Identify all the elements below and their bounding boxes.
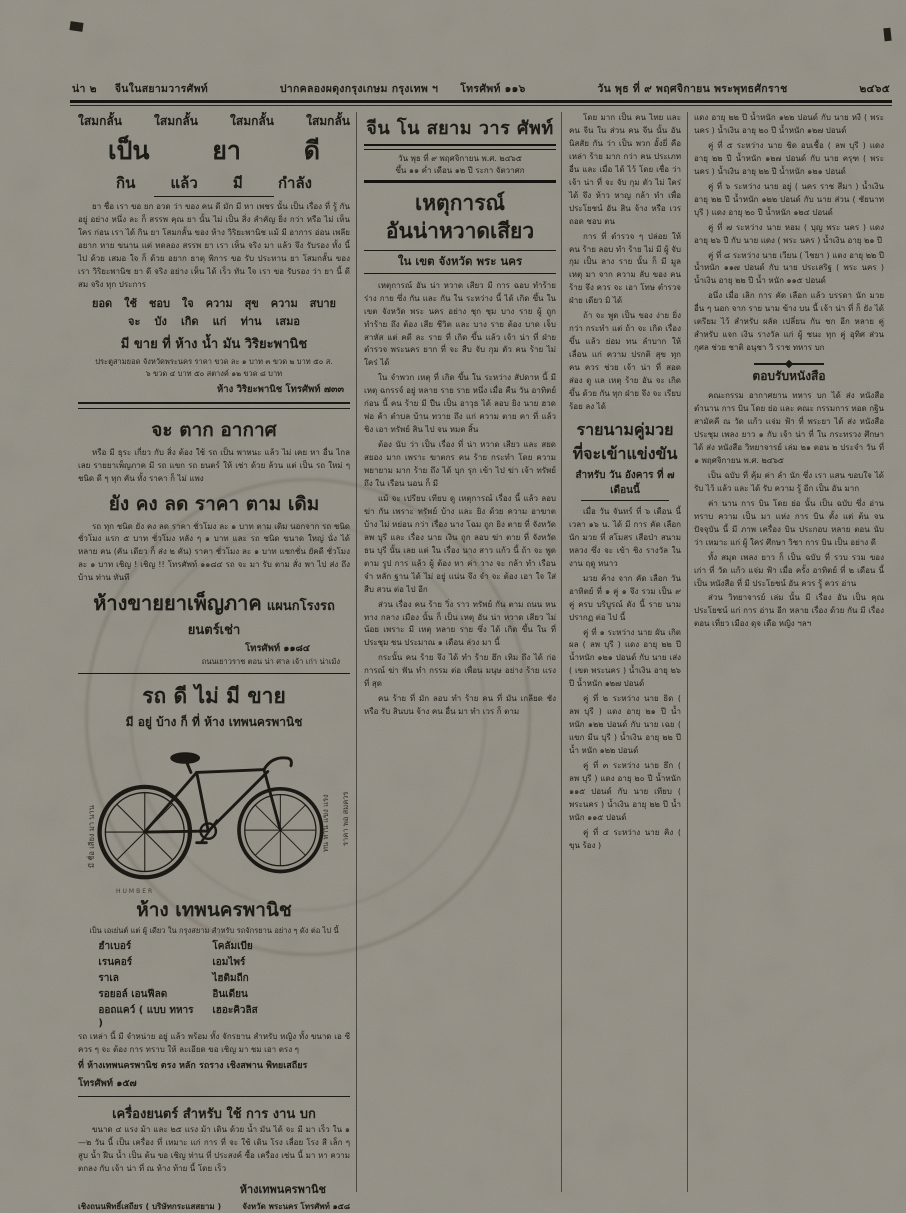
bicycle-ad-intro: เป็น เอเย่นต์ แต่ ผู้ เดียว ใน กรุงสยาม สำหรับ รถจักรยาน อย่าง ๆ ดัง ต่อ ไป นี้ <box>89 926 339 936</box>
page-header <box>72 80 890 97</box>
column-1-ads <box>78 112 350 1211</box>
crime-paragraph: แม้ จะ เปรียบ เทียบ ดู เหตุการณ์ เรื่อง นี้ แล้ว ลอบ ฆ่า กัน เพราะ ทรัพย์ บ้าง และ ยิง ด้วย ความ อาฆาต บ้าง ไม่ หย่อน กว่า เรื่อง นาง โฉม ถูก ยิง ตาย ที่ จังหวัด ลพ บุรี และ เรื่อง นาย เงิน ถูก ลอบ ฆ่า ตาย ที่ จังหวัด ธน บุรี นั้น เลย แต่ ใน เรื่อง นาง สาว แก้ว นี้ ถ้า จะ พูด ตาม รูป การ แล้ว ผู้ ต้อง หา ค่า วาง จะ กล้า ทำ เรือน จำ หลัก ฐาน ได้ ไม่ อยู่ แน่น จึง จำ จะ ต้อง เอา ใจ ใส่ สืบ สวน ต่อ ไป อีก <box>364 493 556 594</box>
bicycle-ad-body-2: ที่ ห้างเทพนครพานิช ตรง หลัก รถราง เชิงสพาน พิทยเสถียร <box>78 1061 308 1072</box>
section-rule <box>78 1096 350 1097</box>
brand-name: ราเล <box>98 973 119 985</box>
section-ornament <box>754 363 824 365</box>
books-paragraph: เป็น ฉบับ ที่ คุ้ม ค่า ลำ นัก ซึ่ง เรา แสน ขอบใจ ได้ รับ ไว้ แล้ว และ ได้ รับ ความ รู้ อีก เป็น อัน มาก <box>694 470 884 493</box>
bicycle-ad-phone: โทรศัพท์ ๑๕๗ <box>78 1077 137 1089</box>
page-number: น่า ๒ <box>72 83 97 95</box>
car-ad-headline-1: จะ ตาก อากาศ <box>151 418 277 441</box>
boxing-headline-line-1: รายนามคู่มวย <box>576 419 674 439</box>
books-paragraph: ส่วน วิทยาจารย์ เล่ม นั้น มี เรื่อง อัน เป็น คุณ ประโยชน์ แก่ การ อ่าน อีก หลาย เรื่อง ด้วย กัน มี เรื่อง ตอน เที่ยว เมือง ดุจ เดือ หญิง ฯลฯ <box>694 593 884 629</box>
bicycle-ad-headline: รถ ดี ไม่ มี ขาย <box>142 684 286 709</box>
car-ad-headline-2: ยัง คง ลด ราคา ตาม เดิม <box>108 492 320 515</box>
ink-mark <box>69 21 83 32</box>
crime-headline-line-1: เหตุการณ์ <box>415 191 505 215</box>
column-4-news <box>694 112 884 1194</box>
engine-ad-address: เชิงถนนพิทธิ์เสถียร ( บริษัทกระแสสยาม ) <box>78 1201 222 1211</box>
column-divider <box>356 112 357 1192</box>
bicycle-ad-body-1: รถ เหล่า นี้ มี จำหน่าย อยู่ แล้ว พร้อม ทั้ง จักรยาน สำหรับ หญิง ทั้ง ขนาด เอ ซี ควร ๆ จะ ต้อง การ ทราบ ให้ ละเอียด ขอ เชิญ มา ชม เอา ตรง ๆ <box>78 1032 350 1055</box>
issue-year: ๒๔๖๕ <box>859 83 890 95</box>
engine-ad-body: ขนาด ๔ แรง ม้า และ ๒๕ แรง ม้า เดิน ด้วย น้ำ มัน ได้ จะ มี มา เร็ว ใน ๑—๒ วัน นี้ เป็น เครื่อง ที่ เหมาะ แก่ การ ที่ จะ ใช้ เดิน โรง เลื่อย โรง สี เล็ก ๆ สูบ น้ำ ฝืน น้ำ เป็น ต้น ขอ เชิญ ท่าน ที่ ประสงค์ ซื้อ เครื่อง เช่น นี้ มา หา ความ ตกลง กับ เจ้า น่า ที่ ณ ห้าง ท้าย นี้ โดย เร็ว <box>78 1124 350 1173</box>
masthead-date-line-2: ขึ้น ๑๑ ค่ำ เดือน ๑๒ ปี ระกา จัตวาศก <box>395 166 525 175</box>
brand-name: เฮอะคิวลิส <box>212 1005 258 1017</box>
bicycle-illustration <box>78 734 350 895</box>
crime-continuation-paragraph: การ ที่ ตำรวจ ๆ ปล่อย ให้ คน ร้าย ลอบ ทำ ร้าย ไม่ มี ผู้ จับ กุม เป็น ลาง ราย นั้น ก็ มี มูล เหตุ มา จาก ความ ลับ ของ คน ร้าย จึง ควร จะ เอา โทษ ตำรวจ ฝ่าย เดียว มิ ได้ <box>569 231 681 306</box>
brand-row <box>98 939 329 954</box>
car-ad-shop-line <box>78 587 350 640</box>
boxing-headline <box>569 418 681 466</box>
boxing-subhead: สำหรับ วัน อังคาร ที่ ๗ เดือนนี้ <box>575 469 675 496</box>
brand-row <box>98 987 329 1002</box>
header-rule-heavy <box>70 100 892 103</box>
car-rental-ad <box>78 415 350 669</box>
bicycle-ad-side-note: ทน ทาน แขง แรง <box>321 794 330 853</box>
medicine-benefit-1: ยอด ใช้ ชอบ ใจ ความ สุข ความ สบาย <box>92 296 336 310</box>
car-ad-shop-name: ห้างขายยาเพ็ญภาค <box>93 591 262 616</box>
boxing-pair-entry: คู่ ที่ ๑ ระหว่าง นาย ผัน เกิด ผล ( ลพ บุรี ) แดง อายุ ๒๒ ปี น้ำหนัก ๑๒๑ ปอนด์ กับ นาย เส่ง ( เขต พระนคร ) น้ำเงิน อายุ ๒๖ ปี น้ำหนัก ๑๒๗ ปอนด์ <box>569 627 681 689</box>
boxing-paragraph: มวย ค้าง จาก คัด เลือก วัน อาทิตย์ ที่ ๑ คู่ ๑ จึง รวม เป็น ๙ คู่ ครบ บริบูรณ์ ดัง นี้ ราย นาม ปรากฏ ต่อ ไป นี้ <box>569 573 681 622</box>
books-paragraph: ทั้ง สมุด เพลง ยาว ก็ เป็น ฉบับ ที่ รวบ รวม ของ เก่า ที่ วัด แก้ว แจ่ม ฟ้า เมื่อ ครั้ง อาทิตย์ ที่ ๒ เดือน นี้ เป็น หนังสือ ที่ มี ประโยชน์ อัน ควร รู้ ควร อ่าน <box>694 552 884 588</box>
bicycle-ad-side-note: มี ชื่อ เสียง มา นาน <box>87 805 96 869</box>
boxing-pair-entry: คู่ ที่ ๒ ระหว่าง นาย ธิด ( ลพ บุรี ) แดง อายุ ๒๑ ปี น้ำ หนัก ๑๒๒ ปอนด์ กับ นาย เฉย ( แขก มีน บุรี ) น้ำเงิน อายุ ๒๒ ปี น้ำ หนัก ๑๒๒ ปอนด์ <box>569 694 681 756</box>
column-3-news <box>569 112 681 1194</box>
medicine-ad <box>78 112 350 397</box>
paper-phone: โทรศัพท์ ๑๑๖ <box>460 83 526 95</box>
brand-name: เรนคอร์ <box>98 957 133 969</box>
crime-paragraph: กระนั้น คน ร้าย จึง ได้ ทำ ร้าย ฮึก เหิม ถึง ได้ ก่อ การณ์ ฆ่า ฟัน ทำ กรรม ต่อ เพื่อน มนุษ อย่าง ร้าย แรง ที่ สุด <box>364 653 556 689</box>
bicycle-brand-caption: HUMBER <box>116 888 155 896</box>
books-paragraph: คณะกรรม อากาศยาน ทหาร บก ได้ ส่ง หนังสือ ตำนาน การ บิน โดย ย่อ และ คณะ กรรมการ ทอด กฐิน สามัคคี ณ วัด แก้ว แจ่ม ฟ้า ที่ พระยา ได้ ส่ง หนังสือ ประชุม เพลง ยาว ๑ กับ เจ้า น่า ที่ ใน กระทรวง ศึกษา ได้ ส่ง หนังสือ วิทยาจารย์ เล่ม ๒๑ ตอน ๒ ประจำ วัน ที่ ๑ พฤศจิกายน พ.ศ. ๒๔๖๕ <box>694 391 884 465</box>
masthead <box>364 113 556 183</box>
car-ad-body-1: หรือ มี ธุระ เกี่ยว กับ สิ่ง ต้อง ใช้ รถ เป็น พาหนะ แล้ว ไม่ เคย หา อื่น ไกล เลย รายยาเพ็ญภาค มี รถ แขก รถ ยนตร์ ให้ เช่า ด้วย ล้วน แต่ เป็น รถ ใหม่ ๆ ชนิด ดี ๆ ทุก คัน ทั้ง ราคา ก็ ไม่ แพง <box>78 447 350 483</box>
brand-row <box>98 1003 329 1029</box>
masthead-rule <box>364 144 556 150</box>
medicine-sold-at: มี ขาย ที่ ห้าง น้ำ มัน วิริยะพานิช <box>120 336 308 352</box>
boxing-pair-entry: คู่ ที่ ๓ ระหว่าง นาย ธึก ( ลพ บุรี ) แดง อายุ ๒๐ ปี น้ำหนัก ๑๑๕ ปอนด์ กับ นาย เทียบ ( พระนคร ) น้ำเงิน อายุ ๒๒ ปี น้ำหนัก ๑๑๕ ปอนด์ <box>569 761 681 822</box>
bicycle-brand-list <box>98 939 329 1029</box>
crime-paragraph: ส่วน เรื่อง คน ร้าย วิ่ง ราว ทรัพย์ กัน ตาม ถนน หน ทาง กลาง เมือง นั้น ก็ เป็น เหตุ อัน น่า หวาด เสียว ไม่ น้อย เพราะ มี เหตุ หลาย ราย ซึ่ง ได้ เกิด ขึ้น ใน ที่ ประชุม ชน ประมาณ ๑ เดือน ล่วง มา นี้ <box>364 599 556 648</box>
boxing-closing-paragraph: อนึ่ง เมื่อ เลิก การ คัด เลือก แล้ว บรรดา นัก มวย อื่น ๆ นอก จาก ราย นาม ข้าง บน นี้ เจ้า น่า ที่ ก็ ยัง ได้ เตรียม ไว้ สำหรับ ผลัด เปลี่ยน กัน ชก อีก หลาย คู่ สำหรับ แจก เงิน รางวัล แก่ ผู้ ชนะ ทุก คู่ อุทิศ ส่วน กุศล ช่วย ชาติ อนุชา วิ ราช ทหาร บก <box>694 291 884 353</box>
boxing-headline-line-2: ที่จะเข้าแข่งขัน <box>572 443 678 463</box>
brand-name: ฮำเบอร์ <box>98 941 132 953</box>
section-rule <box>78 402 350 409</box>
car-ad-body-2: รถ ทุก ชนิด ยัง คง ลด ราคา ชั่วโมง ละ ๑ บาท ตาม เดิม นอกจาก รถ ชนิด ชั่วโมง แรก ๕ บาท ชั่วโมง หลัง ๆ ๑ บาท และ รถ ชนิด ขนาด ใหญ่ นั่ง ได้ หลาย คน (คัน เดียว ก็ ส่ง ๒ คัน) ราคา ชั่วโมง ละ ๑ บาท แชกชั่น ยัคดี ชั่วโมง ละ ๑ บาท เชิญ ! เชิญ !! โทรศัพท์ ๑๑๘๔ รถ จะ มา รับ ตาม สั่ง พา ไป ส่ง ถึง บ้าน ท่าน ทันที <box>78 521 350 583</box>
ink-mark <box>883 28 891 42</box>
divider-rule <box>154 196 274 197</box>
car-ad-phone: โทรศัพท์ ๑๑๘๔ <box>245 643 310 655</box>
medicine-headline: เป็น ยา ดี <box>108 136 320 165</box>
crime-continuation-paragraph: ถ้า จะ พูด เป็น ของ ง่าย ยิ่ง กว่า กระทำ แต่ ถ้า จะ เกิด เรื่อง ขึ้น แล้ว ย่อม ทน ลำบาก ให้ เลื่อน แก่ ความ ปรกติ สุข ทุก คน ควร ช่วย เจ้า น่า ที่ สอด ส่อง ดู แล เหตุ ร้าย อัน จะ เกิด ขึ้น ด้วย กัน ทุก ฝ่าย จึง จะ เรียบ ร้อย ลง ได้ <box>569 311 681 411</box>
column-2-news <box>364 112 556 1194</box>
header-rule-thin <box>70 105 892 106</box>
brand-name: ไฮติมถีก <box>212 973 249 985</box>
boxing-pair-entry: คู่ ที่ ๖ ระหว่าง นาย อยู่ ( นคร ราช สีมา ) น้ำเงิน อายุ ๒๒ ปี น้ำหนัก ๑๒๒ ปอนด์ กับ นาย ส่วน ( ชัยนาท บุรี ) แดง อายุ ๒๐ ปี น้ำหนัก ๑๒๔ ปอนด์ <box>694 181 884 217</box>
section-rule <box>78 673 350 674</box>
crime-headline-line-2: อันน่าหวาดเสียว <box>385 219 535 244</box>
crime-paragraph: ใน จำพวก เหตุ ที่ เกิด ขึ้น ใน ระหว่าง สัปดาห นี้ มี เหตุ ฉกรรจ์ อยู่ หลาย ราย ราย หนึ่ง เมื่อ คืน วัน อาทิตย์ ก่อน นี้ คน ร้าย มี ปืน เป็น อาวุธ ได้ ลอบ ยิง นาย ฮวด พ่อ ค้า ตำบล บ้าน ทวาย ถึง แก่ ความ ตาย คา ที่ แล้ว ชิง เอา ทรัพย์ สิน ไป จน หมด สิ้น <box>364 373 556 435</box>
brand-name: โคลัมเบีย <box>212 941 253 953</box>
brand-name: รอยอล์ เอนฟีลด <box>98 989 168 1001</box>
brand-name: เอมไพร์ <box>212 957 246 969</box>
paper-address: ปากคลองผดุงกรุงเกษม กรุงเทพ ฯ <box>279 83 439 95</box>
medicine-body: ยา ชื่อ เรา ขอ ยก อวด ว่า ของ คน ดี มัก มี หา เพชร นั้น เป็น เรื่อง ที่ รู้ กัน อยู่ อย่าง หนึ่ง ละ ก็ สรรพ คุณ ยา นั้น ไม่ เป็น สิ่ง สำคัญ ยิ่ง กว่า หรือ ไม่ เห็น ใคร ก่อน เรา ได้ กิน ยา โสมกลั้น ของ ห้าง วิริยะพานิช แม้ มี อาการ อ่อน เพลีย อยาก หาย ขนาน แต่ ทดลอง สรรพ ยา เรา เห็น จริง มา แล้ว จึง รับรอง ทั้ง นี้ ไป ด้วย เสมอ ใจ ก็ ด้วย อยาก ธาตุ พิการ ขอ รับ ประทาน ยา โสมกลั้น ของ เรา วิริยะพานิช ยา ดี จริง อย่าง เห็น ได้ เร็ว ทัน ใจ เรา ขอ รับรอง ว่า ยา นี้ ดี สม จริง ทุก ประการ <box>78 202 350 289</box>
boxing-subhead-rule <box>581 500 669 501</box>
bicycle-ad-side-note: ราคา พอ สมควร <box>341 791 350 847</box>
car-ad-address: ถนนเยาวราช ตอน น่า ศาล เจ้า เก่า น่าเม้ง <box>201 657 340 667</box>
car-ad-shop-dept: แผนกโรงรถยนตร์เช่า <box>187 599 335 639</box>
books-paragraph: ค่า นาน การ บิน โดย ย่อ นั้น เป็น ฉบับ ซึ่ง อ่าน ทราบ ความ เป็น มา แห่ง การ บิน ตั้ง แต่ ต้น จน ปัจจุบัน นี้ มี ภาพ เครื่อง บิน ประกอบ หลาย ตอน นับ ว่า เหมาะ แก่ ผู้ ใคร่ ศึกษา วิชา การ บิน เป็น อย่าง ดี <box>694 498 884 547</box>
bicycle-shop-name: ห้าง เทพนครพานิช <box>136 899 292 922</box>
medicine-signature: ห้าง วิริยะพานิช โทรศัพท์ ๗๓๓ <box>217 383 344 395</box>
medicine-price-2: ๖ ขวด ๔ บาท ๕๐ สตางค์ ๑๒ ขวด ๘ บาท <box>145 368 283 378</box>
brand-name: ออถแคว์ ( แบบ ทหาร ) <box>98 1005 194 1030</box>
medicine-brand-row: ใสมกลั้น ใสมกลั้น ใสมกลั้น ใสมกลั้น <box>78 114 350 128</box>
crime-paragraph: คน ร้าย ที่ มัก ลอบ ทำ ร้าย คน ที่ มัน เกลียด ชัง หรือ รับ สินบน จ้าง คน อื่น มา ทำ เวร ก็ ตาม <box>364 694 556 717</box>
issue-date: วัน พุธ ที่ ๙ พฤศจิกายน พระพุทธศักราช <box>597 83 788 95</box>
engine-ad-signature: ห้างเทพนครพานิช <box>239 1182 326 1196</box>
engine-ad-headline: เครื่องยนตร์ สำหรับ ใช้ การ งาน บก <box>112 1106 316 1122</box>
medicine-subhead: กิน แล้ว มี กำลัง <box>116 174 312 192</box>
engine-ad-footer <box>78 1200 350 1213</box>
bicycle-ad-subhead: มี อยู่ บ้าง ก็ ที่ ห้าง เทพนครพานิช <box>125 715 303 730</box>
medicine-benefit-2: จะ บัง เกิด แก่ ท่าน เสมอ <box>128 314 300 328</box>
crime-headline <box>364 189 556 246</box>
masthead-title: จีน โน สยาม วาร ศัพท์ <box>366 118 554 139</box>
crime-continuation-paragraph: โดย มาก เป็น คน ไทย และ คน จีน ใน ส่วน คน จีน นั้น อัน นิสสัย กัน ว่า เป็น พวก อั้งยี่ คือ เหล่า ร้าย มาก กว่า คน ประเภท อื่น และ เมื่อ ได้ ไว้ โดย เชื่อ ว่า เจ้า น่า ที่ จะ จับ กุม ตัว ไม่ ใคร่ ได้ จึง ห้าว หาญ กล้า ทำ เพื่อ ประโยชน์ อัน สิน จ้าง หรือ เวร ถอด ชอบ ตน <box>569 113 681 226</box>
bicycle-drawing <box>89 734 339 884</box>
crime-paragraph: ต้อง นับ ว่า เป็น เรื่อง ที่ น่า หวาด เสียว และ สยด สยอง มาก เพราะ ฆาตกร คน ร้าย กระทำ โดย ความ พยายาม มาก ร้าย ถึง ได้ บุก รุก เข้า ไป ฆ่า เจ้า ทรัพย์ ถึง ใน เรือน นอน ก็ มี <box>364 440 556 488</box>
paper-name: จีนในสยามวารศัพท์ <box>114 83 209 95</box>
boxing-paragraph: เมื่อ วัน จันทร์ ที่ ๖ เดือน นี้ เวลา ๑๖ น. ได้ มี การ คัด เลือก นัก มวย ที่ สโมสร เสือป่า สนาม หลวง ซึ่ง จะ เข้า ชิง รางวัล ใน งาน ฤดู หนาว <box>569 506 681 568</box>
column-divider <box>687 112 688 1192</box>
masthead-date-line-1: วัน พุธ ที่ ๙ พฤศจิกายน พ.ศ. ๒๔๖๕ <box>398 154 522 163</box>
crime-subhead: ใน เขต จังหวัด พระ นคร <box>364 250 556 274</box>
brand-row <box>98 971 329 986</box>
books-section-title: ตอบรับหนังสือ <box>752 369 826 384</box>
brand-row <box>98 955 329 970</box>
crime-paragraph: เหตุการณ์ อัน น่า หวาด เสียว มี การ ฉอบ ทำร้าย ร่าง กาย ซึ่ง กัน และ กัน ใน ระหว่าง นี้ ได้ เกิด ขึ้น ใน เขต จังหวัด พระ นคร อย่าง ชุก ชุม บาง ราย ผู้ ถูก ทำร้าย ถึง ต้อง เสีย ชีวิต และ บาง ราย ต้อง บาด เจ็บ สาหัส แต่ คดี ละ ราย ที่ เกิด ขึ้น แล้ว เจ้า น่า ที่ ฝ่าย ตำรวจ พระนคร ยาก ที่ จะ สืบ จับ กุม ตัว คน ร้าย ไม่ ใคร่ ได้ <box>364 280 556 368</box>
boxing-pair-entry: แดง อายุ ๒๒ ปี น้ำหนัก ๑๒๒ ปอนด์ กับ นาย หงี ( พระ นคร ) น้ำเงิน อายุ ๒๐ ปี น้ำหนัก ๑๒๗ ปอนด์ <box>694 113 884 135</box>
engine-ad <box>78 1103 350 1213</box>
engine-ad-phone: จังหวัด พระนคร โทรศัพท์ ๑๕๘ <box>242 1201 350 1211</box>
boxing-pair-entry: คู่ ที่ ๔ ระหว่าง นาย คิง ( ขุน ร้อง ) <box>569 827 681 850</box>
boxing-pair-entry: คู่ ที่ ๘ ระหว่าง นาย เวียน ( ไชยา ) แดง อายุ ๒๒ ปี น้ำหนัก ๑๑๗ ปอนด์ กับ นาย ประเสริฐ ( พระ นคร ) น้ำเงิน อายุ ๒๒ ปี น้ำ หนัก ๑๑๕ ปอนด์ <box>694 250 884 286</box>
brand-name: อินเดียน <box>212 989 248 1001</box>
boxing-pair-entry: คู่ ที่ ๕ ระหว่าง นาย ชิด อบเชื้อ ( ลพ บุรี ) แดง อายุ ๒๒ ปี น้ำหนัก ๑๒๗ ปอนด์ กับ นาย ครุฑ ( พระ นคร ) น้ำเงิน อายุ ๒๒ ปี น้ำหนัก ๑๒๑ ปอนด์ <box>694 140 884 176</box>
medicine-price-1: ประตูสามยอด จังหวัดพระนคร ราคา ขวด ละ ๑ บาท ๓ ขวด ๒ บาท ๕๐ ส. <box>95 356 333 366</box>
column-divider <box>561 112 562 1192</box>
bicycle-ad <box>78 680 350 1090</box>
boxing-pair-entry: คู่ ที่ ๗ ระหว่าง นาย หอม ( บุญ พระ นคร ) แดง อายุ ๒๖ ปี กับ นาย แดง ( พระ นคร ) น้ำเงิน อายุ ๒๑ ปี <box>694 222 884 245</box>
